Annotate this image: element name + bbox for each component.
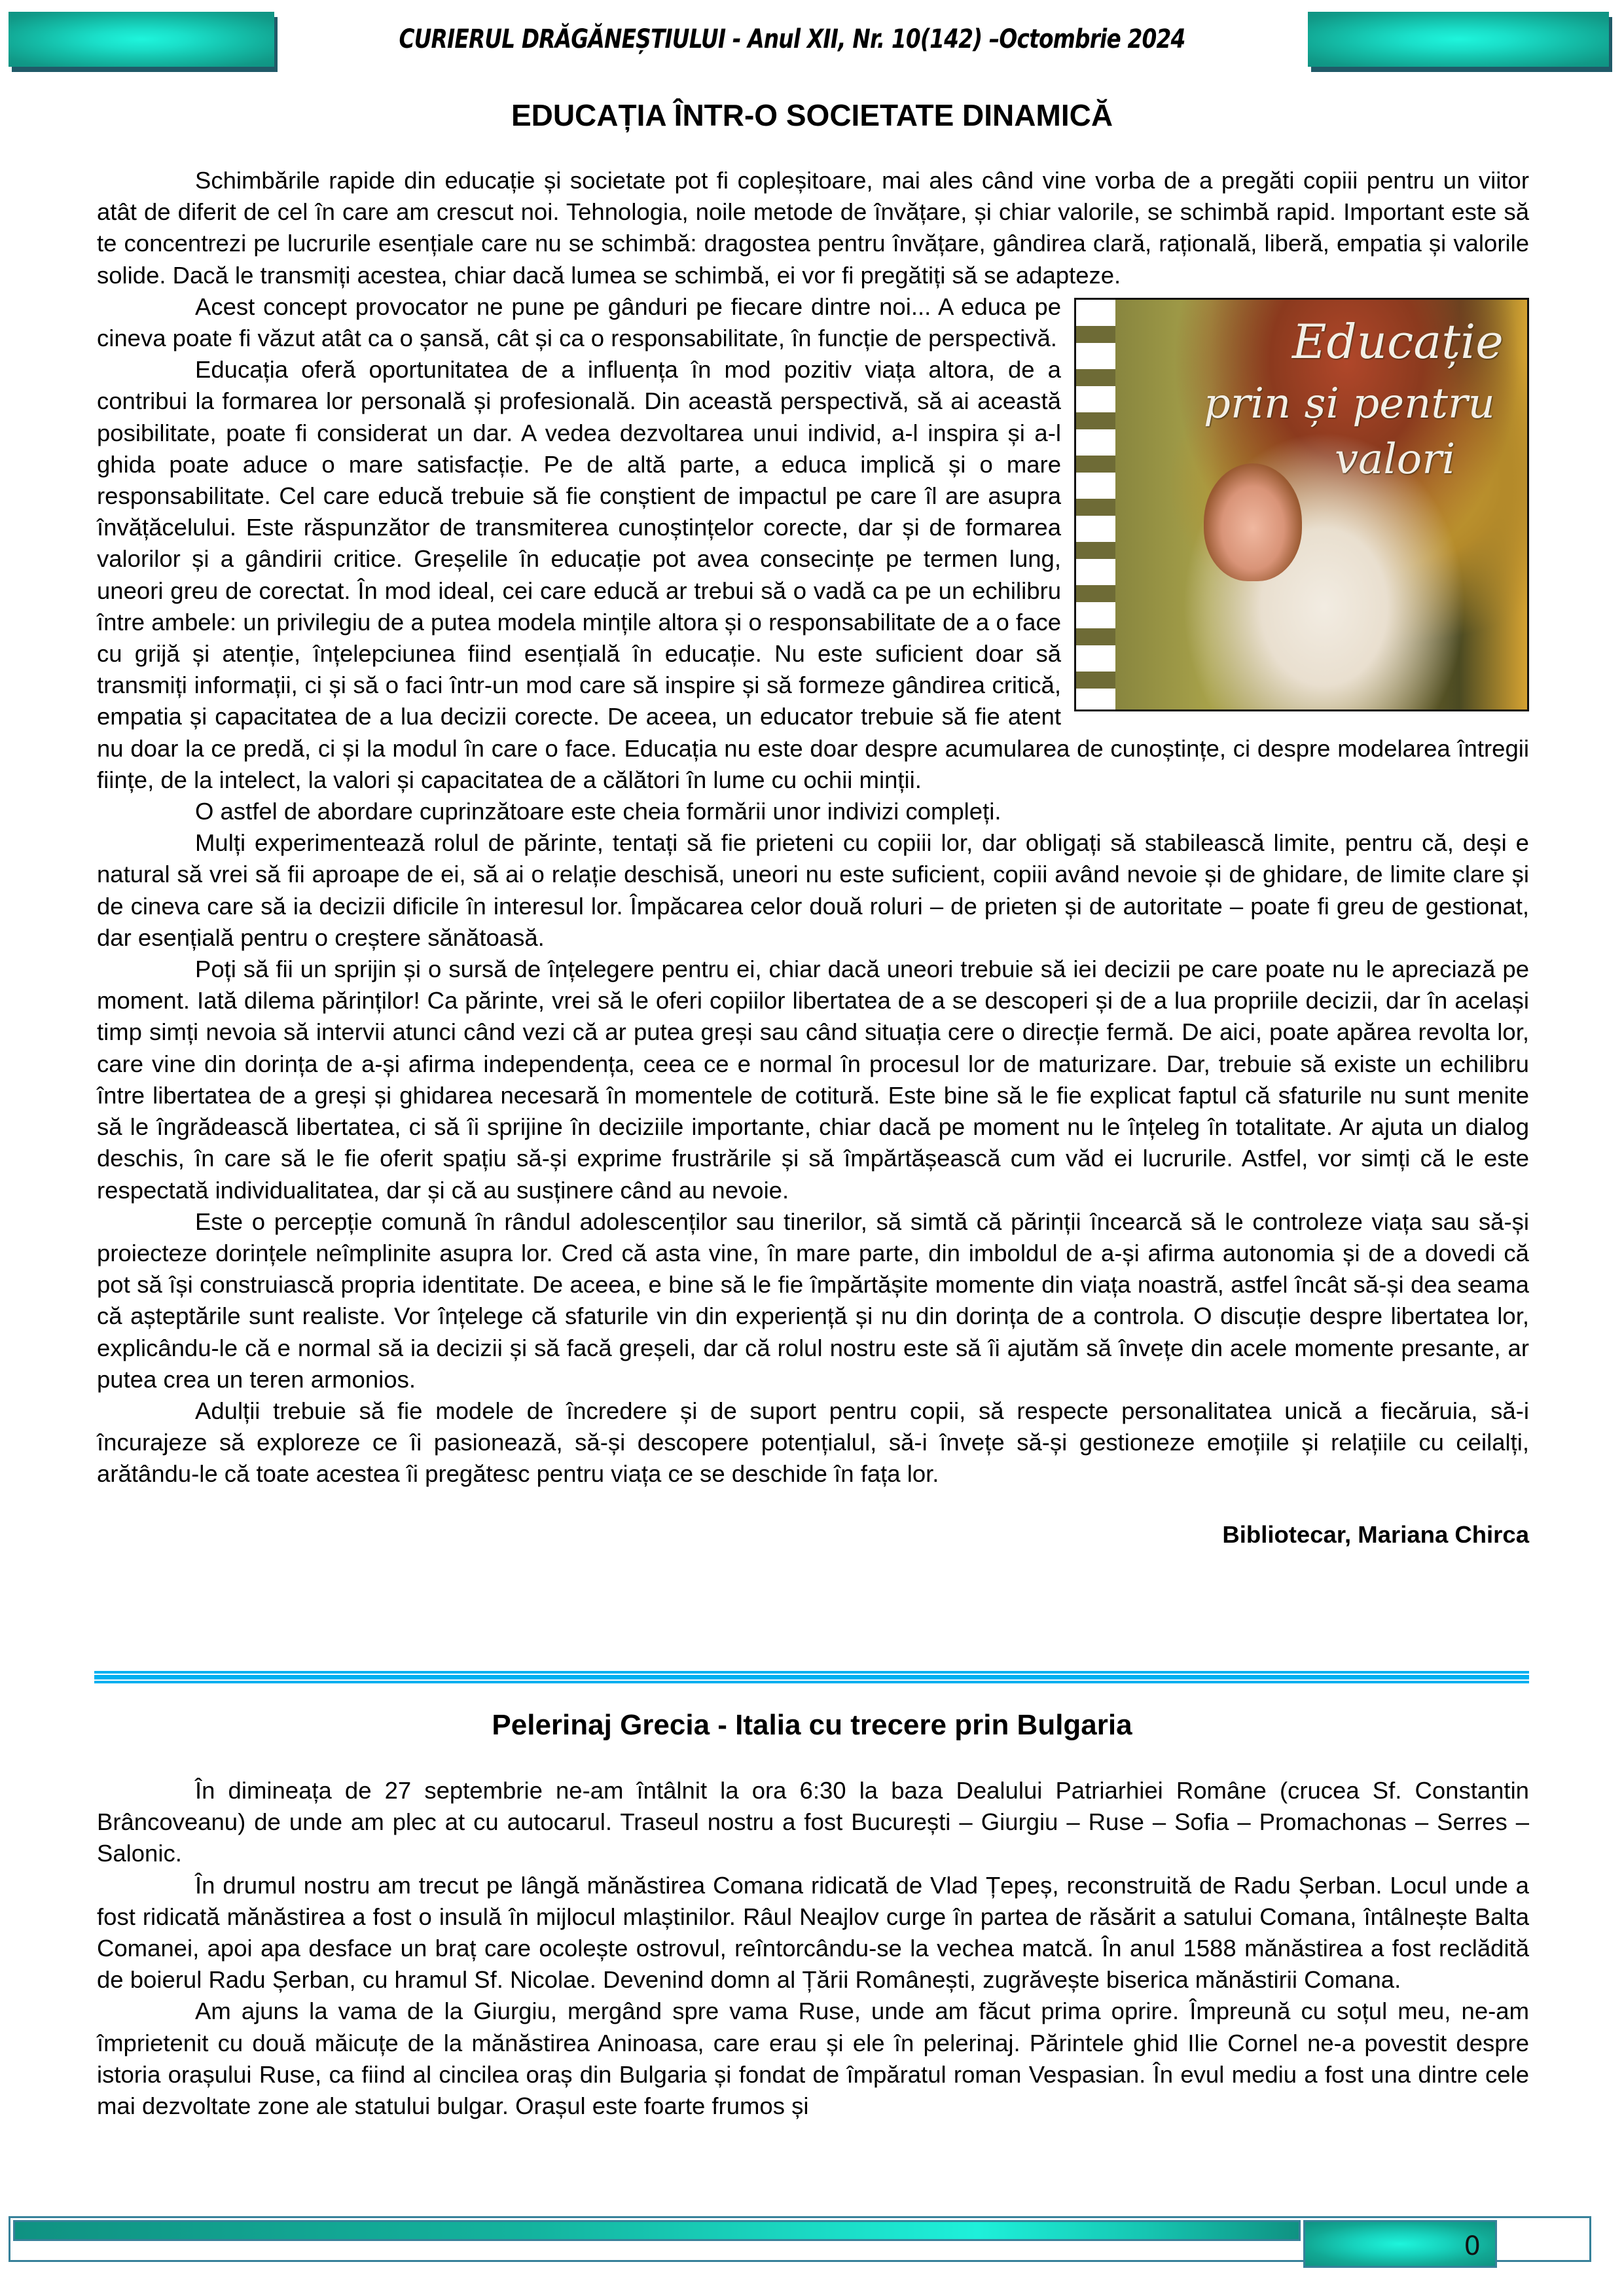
paragraph: Poți să fii un sprijin și o sursă de înțelegere pentru ei, chiar dacă uneori trebuie să iei decizii pe care poate nu le apreciază pe moment. Iată dilema părinților! Ca părinte, vrei să le oferi copiilor libertatea de a se descoperi și de a lua propriile decizii, dar în același timp simți nevoia să intervii atunci când vezi că ar putea greși sau când situația cere o direcție fermă. De aici, poate apărea revolta lor, care vine din dorința de a-și afirma independența, ceea ce e normal în procesul lor de maturizare. Dar, trebuie să existe un echilibru între libertatea de a greși și ghidarea necesară în momentele de cotitură. Este bine să le fie explicat faptul că sfaturile nu sunt menite să le îngrădească libertatea, ci să îi sprijine în deciziile importante, chiar dacă pe moment nu le înțeleg în totalitate. Ar ajuta un dialog deschis, în care să le fie oferit spațiu să-și exprime frustrările și să împărtășească cum văd ei lucrurile. Astfel, vor simți că le este respectată individualitatea, dar și că au susținere când au nevoie.	[97, 956, 1529, 1204]
paragraph: Schimbările rapide din educație și societate pot fi copleșitoare, mai ales când vine vorba de a pregăti copiii pentru un viitor atât de diferit de cel în care am crescut noi. Tehnologia, noile metode de învățare, și chiar valorile, se schimbă rapid. Important este să te concentrezi pe lucrurile esențiale care nu se schimbă: dragostea pentru învățare, gândirea clară, rațională, liberă, empatia și valorile solide. Dacă le transmiți acestea, chiar dacă lumea se schimbă, ei vor fi pregătiți să se adapteze.	[97, 167, 1529, 289]
paragraph: Educația oferă oportunitatea de a influența în mod pozitiv viața altora, de a contribui la formarea lor personală și profesională. Din această perspectivă, să ai această posibilitate, poate fi considerat un dar. A vedea dezvoltarea unui individ, a-l inspira și a-l ghida poate aduce o mare satisfacție. Pe de altă parte, a educa implică și o mare responsabilitate. Cel care educă trebuie să fie conștient de impactul pe care îl are asupra învățăcelului. Este răspunzător de transmiterea cunoștințelor corecte, dar și de formarea valorilor și a gândirii critice. Greșelile în educație pot avea consecințe pe termen lung, uneori greu de corectat. În mod ideal, cei care educă ar trebui să o vadă ca pe un echilibru între ambele: un privilegiu de a putea modela mințile altora și o responsabilitate de a o face cu grijă și atenție, înțelepciunea fiind esențială în educație. Nu este suficient doar să transmiți informații, ci și să o faci într-un mod care să inspire și să formeze gândirea critică, empatia și capacitatea de a lua decizii corecte. De aceea, un educator trebuie să fie atent nu doar la ce predă, ci și la modul în care o face. Educația nu este doar despre acumularea de cunoștințe, ci despre modelarea întregii ființe, de la intelect, la valori și capacitatea de a călători în lume cu ochii minții.	[97, 356, 1529, 793]
author-signature: Bibliotecar, Mariana Chirca	[1222, 1520, 1529, 1548]
article-title-education: EDUCAȚIA ÎNTR-O SOCIETATE DINAMICĂ	[511, 98, 1113, 132]
paragraph: Acest concept provocator ne pune pe gânduri pe fiecare dintre noi... A educa pe cineva poate fi văzut atât ca o șansă, cât și ca o responsabilitate, în funcție de perspectivă.	[97, 293, 1061, 352]
child-face-graphic	[1204, 463, 1302, 581]
footer-decor-bar	[13, 2220, 1301, 2241]
paragraph: Adulții trebuie să fie modele de încredere și de suport pentru copii, să respecte personalitatea unică a fiecăruia, să-i încurajeze să exploreze ce îi pasionează, să-și descopere potențialul, să-i învețe să-și gestioneze emoțiile și relațiile cu ceilalți, arătându-le că toate acestea îi pregătesc pentru viața ce se deschide în fața lor.	[97, 1397, 1529, 1488]
paragraph: O astfel de abordare cuprinzătoare este cheia formării unor indivizi compleți.	[195, 798, 1001, 825]
article-pilgrimage-body	[97, 1775, 1529, 2122]
filmstrip-decor	[1076, 300, 1115, 709]
separator-line	[94, 1675, 1529, 1679]
paragraph: Am ajuns la vama de la Giurgiu, mergând spre vama Ruse, unde am făcut prima oprire. Împreună cu soțul meu, ne-am împrietenit cu două măicuțe de la mănăstirea Aninoasa, care erau și ele în pelerinaj. Părintele ghid Ilie Cornel ne-a povestit despre istoria orașului Ruse, ca fiind al cincilea oraș din Bulgaria și fondat de împăratul roman Vespasian. În evul mediu a fost una dintre cele mai dezvoltate zone ale statului bulgar. Orașul este foarte frumos și	[97, 1998, 1529, 2120]
paragraph: În dimineața de 27 septembrie ne-am întâlnit la ora 6:30 la baza Dealului Patriarhiei Române (crucea Sf. Constantin Brâncoveanu) de unde am plec at cu autocarul. Traseul nostru a fost București – Giurgiu – Ruse – Sofia – Promachonas – Serres – Salonic.	[97, 1777, 1529, 1867]
book-cover-photo	[1074, 298, 1529, 711]
paragraph: Este o percepție comună în rândul adolescenților sau tinerilor, să simtă că părinții încearcă să le controleze viața sau să-și proiecteze dorințele neîmplinite asupra lor. Cred că asta vine, în mare parte, din imboldul de a-și afirma autonomia și de a dovedi că pot să își construiască propria identitate. De aceea, e bine să le fie împărtășite momente din viața noastră, astfel încât să-și dea seama că așteptările sunt realiste. Vor înțelege că sfaturile vin din experiență și nu din dorința de a controla. O discuție despre libertatea lor, explicându-le că e normal să ia decizii și să facă greșeli, dar că rolul nostru este să îi ajutăm să învețe din acele momente presante, ar putea crea un teren armonios.	[97, 1208, 1529, 1393]
paragraph: Mulți experimentează rolul de părinte, tentați să fie prieteni cu copiii lor, dar obligați să stabilească limite, pentru că, deși e natural să vrei să fii aproape de ei, să ai o relație deschisă, uneori nu este suficient, copiii având nevoie și de ghidare, de limite clare și de cineva care să ia decizii dificile în interesul lor. Împăcarea celor două roluri – de prieten și de autoritate – poate fi greu de gestionat, dar esențială pentru o creștere sănătoasă.	[97, 829, 1529, 951]
separator-line	[94, 1681, 1529, 1683]
header-decor-left	[9, 12, 274, 67]
separator-line	[94, 1671, 1529, 1674]
article-title-pilgrimage: Pelerinaj Grecia - Italia cu trecere prin Bulgaria	[492, 1709, 1132, 1741]
section-separator	[94, 1671, 1529, 1683]
header-decor-right	[1308, 12, 1609, 67]
paragraph: În drumul nostru am trecut pe lângă mănăstirea Comana ridicată de Vlad Țepeș, reconstruită de Radu Șerban. Locul unde a fost ridicată mănăstirea a fost o insulă în mijlocul mlaștinilor. Râul Neajlov curge în partea de răsărit a satului Comana, întâlnește Balta Comanei, apoi apa desface un braț care ocolește ostrovul, reîntorcându-se la vechea matcă. În anul 1588 mănăstirea a fost reclădită de boierul Radu Șerban, cu hramul Sf. Nicolae. Devenind domn al Țării Românești, zugrăvește biserica mănăstirii Comana.	[97, 1871, 1529, 1994]
page-number: 0	[1464, 2231, 1481, 2261]
article-education-body	[97, 165, 1529, 1551]
photo-caption-line: valori	[1335, 435, 1456, 484]
photo-caption-line: Educație	[1292, 314, 1504, 369]
masthead-title: CURIERUL DRĂGĂNEȘTIULUI - Anul XII, Nr. 10(142) –Octombrie 2024	[399, 24, 1185, 54]
photo-caption-line: prin și pentru	[1204, 379, 1495, 428]
footer-page-box	[1303, 2220, 1497, 2268]
